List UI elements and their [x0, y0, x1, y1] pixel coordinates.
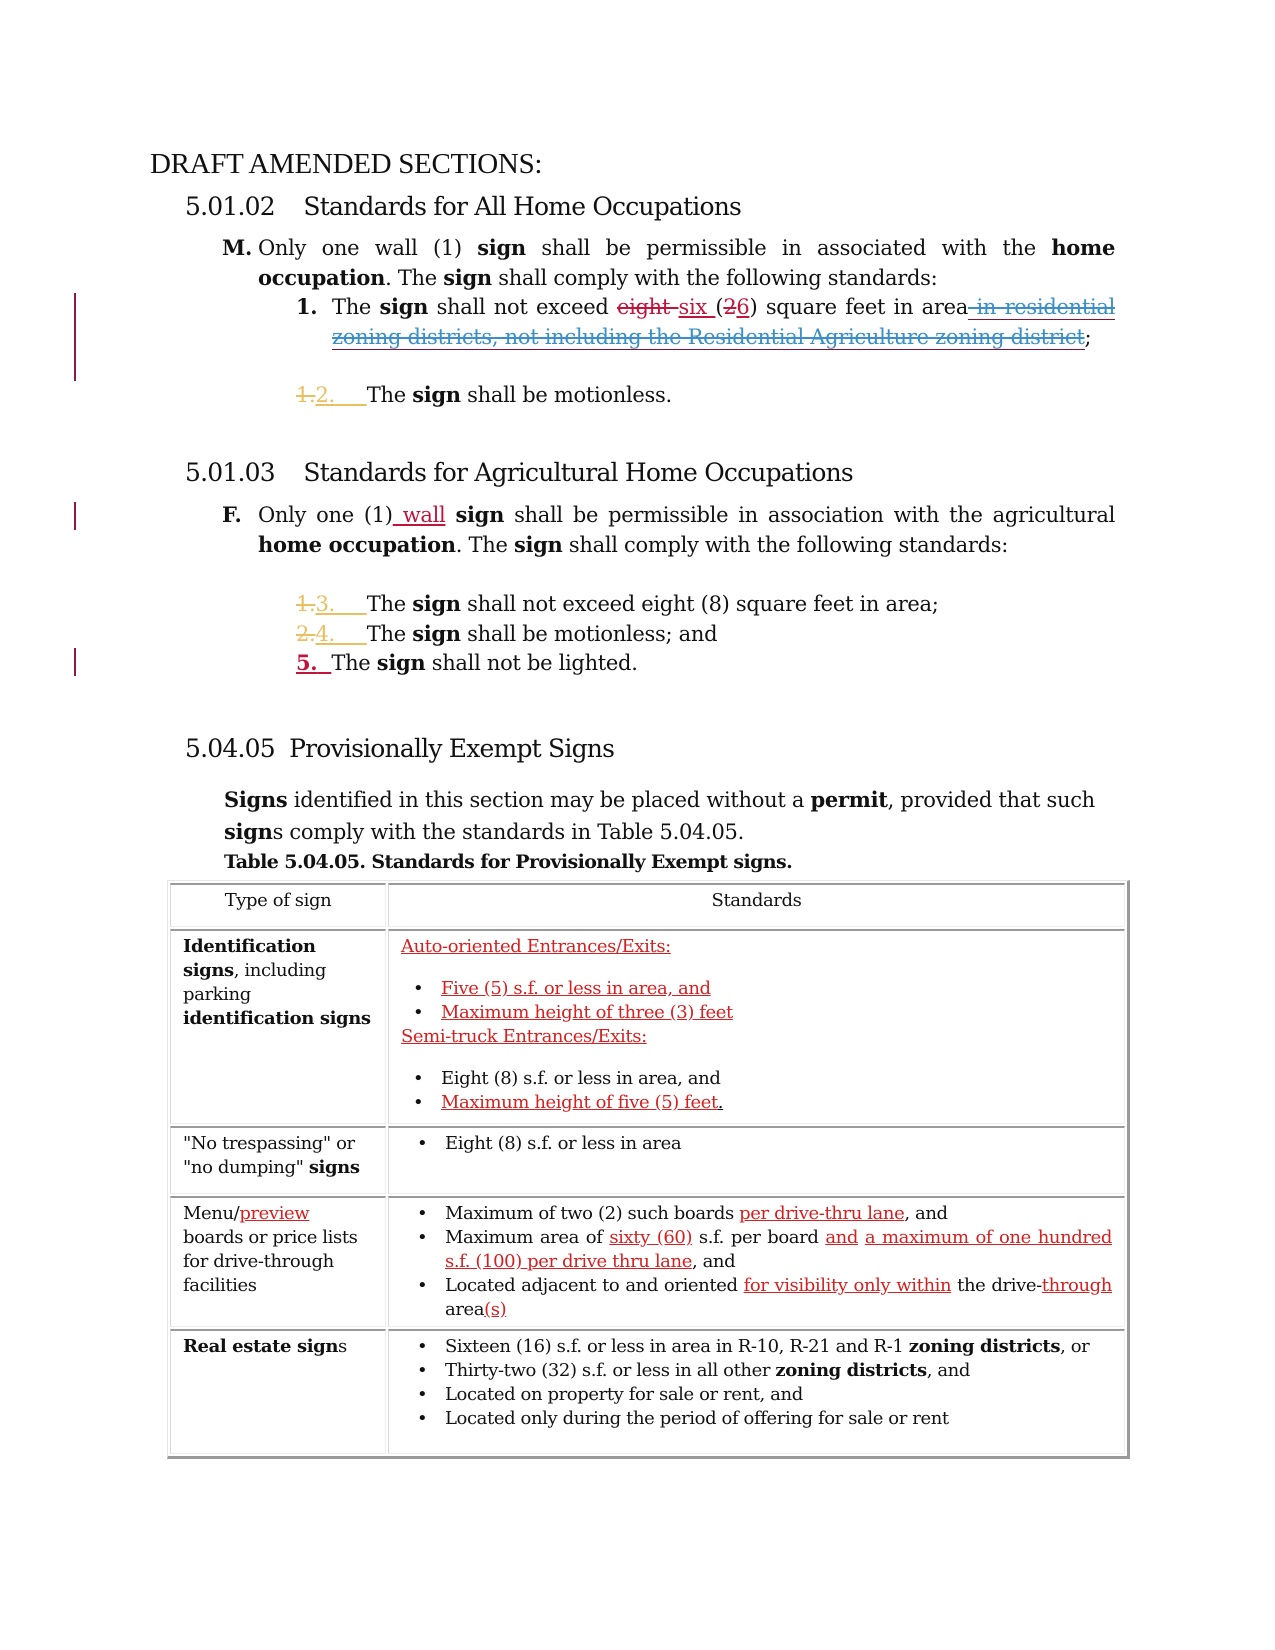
standards-table — [167, 880, 1130, 1459]
section-title: Standards for All Home Occupations — [303, 192, 742, 221]
change-bar — [74, 293, 76, 381]
change-bar — [74, 502, 76, 530]
section-number: 5.04.05 — [185, 734, 275, 763]
standards-cell — [388, 1196, 1125, 1327]
inserted-text: 6 — [736, 295, 750, 319]
list-item: • Located on property for sale or rent, and — [431, 1383, 1112, 1407]
change-bar — [74, 648, 76, 676]
standards-cell — [388, 1126, 1125, 1194]
list-item: • Eight (8) s.f. or less in area, and — [427, 1067, 1112, 1091]
list-item: • Maximum of two (2) such boards per drive-thru lane, and — [431, 1202, 1112, 1226]
list-item: • Thirty-two (32) s.f. or less in all other zoning districts, and — [431, 1359, 1112, 1383]
deleted-text: eight — [616, 295, 679, 319]
list-item: 1.2. The sign shall be motionless. — [296, 382, 672, 407]
deleted-text: 2 — [723, 295, 737, 319]
section-heading — [185, 458, 853, 487]
list-item: • Located adjacent to and oriented for visibility only within the drive-through area(s) — [431, 1274, 1112, 1322]
list-item: 2.4. The sign shall be motionless; and — [296, 621, 718, 646]
list-item: • Sixteen (16) s.f. or less in area in R-10, R-21 and R-1 zoning districts, or — [431, 1335, 1112, 1359]
renumber-inserted: 3. — [315, 592, 335, 616]
renumber-deleted: 2. — [296, 622, 316, 646]
list-number: 1. — [296, 294, 318, 319]
standards-cell — [388, 1329, 1125, 1454]
inserted-text: wall — [392, 503, 446, 527]
table-row — [170, 929, 1125, 1124]
subheading: Auto-oriented Entrances/Exits: — [401, 936, 671, 957]
table-caption: Table 5.04.05. Standards for Provisionally Exempt signs. — [224, 851, 793, 873]
document-title: DRAFT AMENDED SECTIONS: — [150, 148, 543, 180]
paragraph: Only one (1) wall sign shall be permissible in association with the agricultural home occupation. The sign shall comply with the following standards: — [258, 502, 1115, 557]
section-title: Standards for Agricultural Home Occupations — [303, 458, 853, 487]
list-item: 1.3. The sign shall not exceed eight (8) square feet in area; — [296, 591, 939, 616]
section-title: Provisionally Exempt Signs — [289, 734, 615, 763]
item-letter: M. — [222, 235, 252, 260]
sign-type-cell: "No trespassing" or "no dumping" signs — [170, 1126, 386, 1194]
sign-type-cell: Real estate signs — [170, 1329, 386, 1454]
list-item: The sign shall not exceed eight six (26) square feet in area in residential zoning districts, not including the Residential Agriculture zoning district; — [332, 294, 1116, 349]
paragraph: Only one wall (1) sign shall be permissible in associated with the home occupation. The sign shall comply with the following standards: — [258, 235, 1115, 290]
table-row — [170, 1196, 1125, 1327]
list-item: 5. The sign shall not be lighted. — [296, 650, 638, 675]
list-item: • Five (5) s.f. or less in area, and — [427, 977, 1112, 1001]
inserted-number: 5. — [296, 650, 318, 675]
deleted-text: in residential zoning districts, not including the Residential Agriculture zoning district — [332, 295, 1116, 349]
table-row — [170, 1329, 1125, 1454]
paragraph: Signs identified in this section may be placed without a permit, provided that such signs comply with the standards in Table 5.04.05. — [224, 787, 1095, 844]
renumber-deleted: 1. — [296, 592, 316, 616]
list-item: • Maximum height of three (3) feet — [427, 1001, 1112, 1025]
renumber-inserted: 2. — [315, 383, 335, 407]
column-header: Standards — [388, 883, 1125, 927]
sign-type-cell: Menu/preview boards or price lists for drive-through facilities — [170, 1196, 386, 1327]
table-header-row — [170, 883, 1125, 927]
list-item: • Maximum height of five (5) feet. — [427, 1091, 1112, 1115]
subheading: Semi-truck Entrances/Exits: — [401, 1026, 647, 1047]
item-letter: F. — [222, 502, 242, 527]
section-heading — [185, 734, 614, 763]
standards-cell — [388, 929, 1125, 1124]
section-number: 5.01.03 — [185, 458, 275, 487]
renumber-inserted: 4. — [315, 622, 335, 646]
list-item: • Located only during the period of offering for sale or rent — [431, 1407, 1112, 1431]
list-item: • Eight (8) s.f. or less in area — [431, 1132, 1112, 1156]
table-row — [170, 1126, 1125, 1194]
list-item: • Maximum area of sixty (60) s.f. per board and a maximum of one hundred s.f. (100) per drive thru lane, and — [431, 1226, 1112, 1274]
section-heading — [185, 192, 741, 221]
section-number: 5.01.02 — [185, 192, 275, 221]
inserted-text: six — [678, 295, 716, 319]
column-header: Type of sign — [170, 883, 386, 927]
sign-type-cell: Identification signs, including parking identification signs — [170, 929, 386, 1124]
renumber-deleted: 1. — [296, 383, 316, 407]
